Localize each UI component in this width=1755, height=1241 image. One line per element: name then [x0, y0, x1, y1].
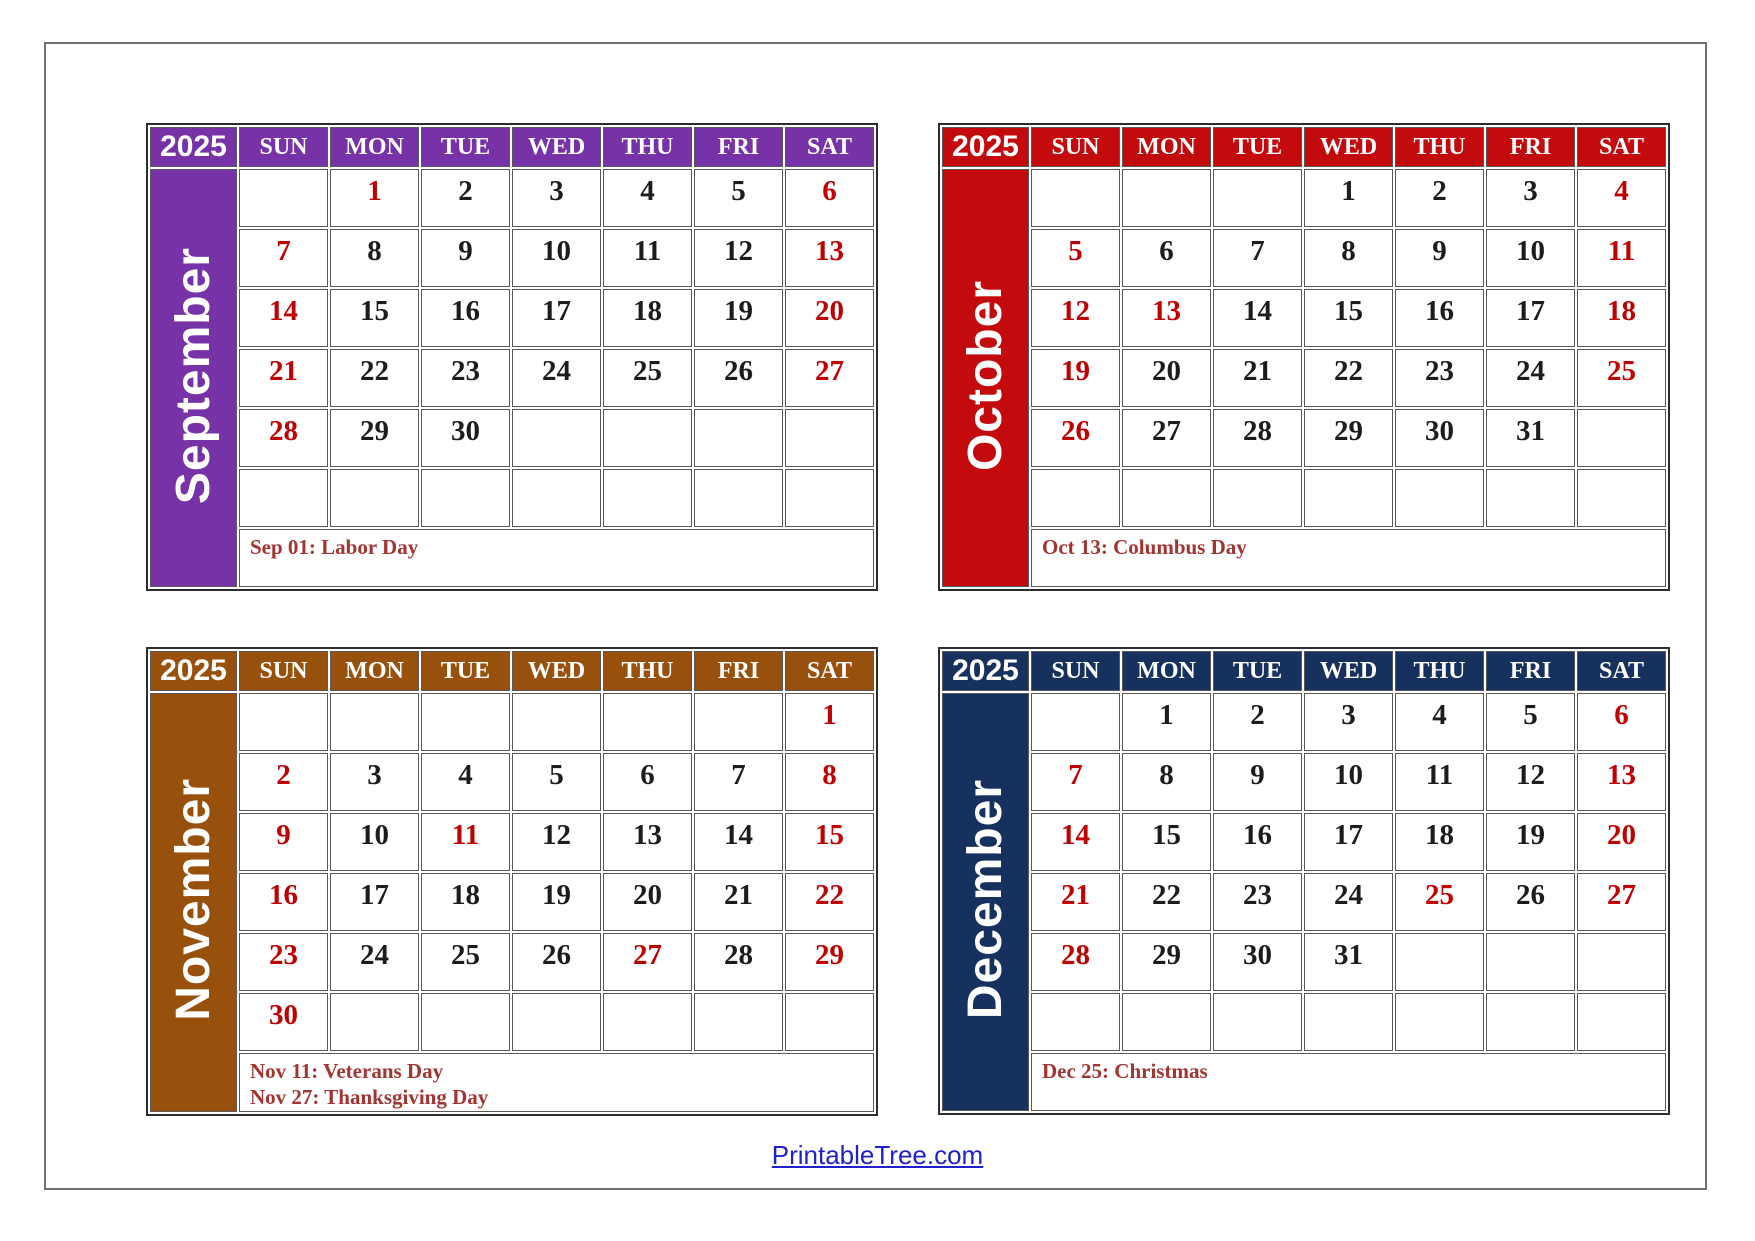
empty-day-cell: [603, 409, 692, 467]
month-name-vertical: October: [959, 279, 1012, 472]
day-cell: 20: [785, 289, 874, 347]
empty-day-cell: [1031, 993, 1120, 1051]
calendar-december: [938, 647, 1670, 1115]
day-cell: 2: [1395, 169, 1484, 227]
day-cell: 27: [1577, 873, 1666, 931]
empty-day-cell: [1486, 993, 1575, 1051]
day-cell: 29: [785, 933, 874, 991]
holiday-note: Sep 01: Labor Day: [250, 535, 419, 559]
day-cell: 12: [1031, 289, 1120, 347]
weekday-header-mon: MON: [330, 651, 419, 691]
calendar-september: [146, 123, 878, 591]
weekday-header-sun: SUN: [239, 651, 328, 691]
day-cell: 22: [1122, 873, 1211, 931]
weekday-header-fri: FRI: [694, 651, 783, 691]
day-cell: 8: [1122, 753, 1211, 811]
day-cell: 15: [330, 289, 419, 347]
day-cell: 9: [239, 813, 328, 871]
empty-day-cell: [1213, 469, 1302, 527]
day-cell: 8: [330, 229, 419, 287]
day-cell: 13: [603, 813, 692, 871]
day-cell: 3: [512, 169, 601, 227]
empty-day-cell: [1395, 469, 1484, 527]
day-cell: 5: [1031, 229, 1120, 287]
empty-day-cell: [330, 693, 419, 751]
day-cell: 14: [1031, 813, 1120, 871]
empty-day-cell: [239, 169, 328, 227]
year-label: 2025: [150, 651, 237, 691]
day-cell: 25: [1395, 873, 1484, 931]
month-table: [148, 125, 876, 589]
day-cell: 23: [1213, 873, 1302, 931]
day-cell: 6: [785, 169, 874, 227]
day-cell: 7: [1213, 229, 1302, 287]
day-cell: 1: [785, 693, 874, 751]
day-cell: 30: [1395, 409, 1484, 467]
day-cell: 1: [330, 169, 419, 227]
empty-day-cell: [694, 993, 783, 1051]
day-cell: 23: [1395, 349, 1484, 407]
empty-day-cell: [694, 469, 783, 527]
day-cell: 27: [785, 349, 874, 407]
day-cell: 18: [1395, 813, 1484, 871]
day-cell: 17: [1304, 813, 1393, 871]
calendar-october: [938, 123, 1670, 591]
day-cell: 23: [421, 349, 510, 407]
holiday-notes: [1031, 1053, 1666, 1111]
day-cell: 22: [785, 873, 874, 931]
day-cell: 4: [1395, 693, 1484, 751]
day-cell: 24: [512, 349, 601, 407]
holiday-notes: [1031, 529, 1666, 587]
weekday-header-mon: MON: [1122, 651, 1211, 691]
weekday-header-wed: WED: [1304, 651, 1393, 691]
weekday-header-wed: WED: [512, 651, 601, 691]
empty-day-cell: [330, 993, 419, 1051]
day-cell: 7: [1031, 753, 1120, 811]
day-cell: 2: [239, 753, 328, 811]
empty-day-cell: [1486, 933, 1575, 991]
month-name-vertical: December: [959, 779, 1012, 1020]
day-cell: 26: [1031, 409, 1120, 467]
weekday-header-sun: SUN: [239, 127, 328, 167]
day-cell: 3: [1486, 169, 1575, 227]
empty-day-cell: [1577, 469, 1666, 527]
day-cell: 10: [330, 813, 419, 871]
weekday-header-fri: FRI: [1486, 127, 1575, 167]
weekday-header-mon: MON: [330, 127, 419, 167]
empty-day-cell: [1486, 469, 1575, 527]
day-cell: 20: [603, 873, 692, 931]
day-cell: 8: [785, 753, 874, 811]
holiday-note: Nov 11: Veterans Day: [250, 1059, 444, 1083]
day-cell: 5: [512, 753, 601, 811]
day-cell: 28: [1213, 409, 1302, 467]
empty-day-cell: [785, 469, 874, 527]
day-cell: 16: [1213, 813, 1302, 871]
weekday-header-thu: THU: [603, 127, 692, 167]
day-cell: 26: [694, 349, 783, 407]
weekday-header-thu: THU: [603, 651, 692, 691]
day-cell: 4: [1577, 169, 1666, 227]
day-cell: 11: [1395, 753, 1484, 811]
day-cell: 24: [330, 933, 419, 991]
day-cell: 21: [239, 349, 328, 407]
day-cell: 17: [1486, 289, 1575, 347]
day-cell: 19: [694, 289, 783, 347]
page-footer: [0, 1140, 1755, 1171]
weekday-header-fri: FRI: [694, 127, 783, 167]
day-cell: 26: [1486, 873, 1575, 931]
empty-day-cell: [1122, 993, 1211, 1051]
day-cell: 7: [694, 753, 783, 811]
empty-day-cell: [1577, 993, 1666, 1051]
weekday-header-sun: SUN: [1031, 127, 1120, 167]
day-cell: 22: [1304, 349, 1393, 407]
day-cell: 10: [1304, 753, 1393, 811]
empty-day-cell: [785, 993, 874, 1051]
day-cell: 18: [603, 289, 692, 347]
day-cell: 28: [239, 409, 328, 467]
day-cell: 3: [330, 753, 419, 811]
holiday-note: Nov 27: Thanksgiving Day: [250, 1085, 489, 1110]
day-cell: 1: [1122, 693, 1211, 751]
empty-day-cell: [1577, 933, 1666, 991]
weekday-header-thu: THU: [1395, 127, 1484, 167]
day-cell: 17: [330, 873, 419, 931]
weekday-header-sat: SAT: [785, 651, 874, 691]
weekday-header-sun: SUN: [1031, 651, 1120, 691]
day-cell: 15: [1122, 813, 1211, 871]
day-cell: 31: [1304, 933, 1393, 991]
empty-day-cell: [1031, 693, 1120, 751]
day-cell: 14: [239, 289, 328, 347]
empty-day-cell: [603, 693, 692, 751]
day-cell: 5: [694, 169, 783, 227]
empty-day-cell: [694, 409, 783, 467]
empty-day-cell: [1213, 993, 1302, 1051]
month-table: [940, 649, 1668, 1113]
weekday-header-fri: FRI: [1486, 651, 1575, 691]
day-cell: 29: [1304, 409, 1393, 467]
day-cell: 6: [1122, 229, 1211, 287]
month-sidebar: [150, 169, 237, 587]
day-cell: 28: [1031, 933, 1120, 991]
day-cell: 12: [512, 813, 601, 871]
empty-day-cell: [1304, 993, 1393, 1051]
day-cell: 30: [239, 993, 328, 1051]
empty-day-cell: [421, 469, 510, 527]
holiday-note: Oct 13: Columbus Day: [1042, 535, 1247, 559]
day-cell: 15: [1304, 289, 1393, 347]
weekday-header-sat: SAT: [785, 127, 874, 167]
day-cell: 2: [421, 169, 510, 227]
weekday-header-mon: MON: [1122, 127, 1211, 167]
year-label: 2025: [942, 127, 1029, 167]
weekday-header-wed: WED: [512, 127, 601, 167]
day-cell: 24: [1304, 873, 1393, 931]
day-cell: 1: [1304, 169, 1393, 227]
day-cell: 2: [1213, 693, 1302, 751]
empty-day-cell: [239, 693, 328, 751]
empty-day-cell: [512, 409, 601, 467]
day-cell: 20: [1577, 813, 1666, 871]
empty-day-cell: [785, 409, 874, 467]
year-label: 2025: [942, 651, 1029, 691]
empty-day-cell: [603, 469, 692, 527]
day-cell: 16: [239, 873, 328, 931]
day-cell: 9: [1395, 229, 1484, 287]
day-cell: 19: [1486, 813, 1575, 871]
day-cell: 14: [694, 813, 783, 871]
day-cell: 19: [1031, 349, 1120, 407]
month-sidebar: [150, 693, 237, 1112]
day-cell: 13: [1122, 289, 1211, 347]
day-cell: 4: [421, 753, 510, 811]
day-cell: 4: [603, 169, 692, 227]
day-cell: 10: [512, 229, 601, 287]
day-cell: 3: [1304, 693, 1393, 751]
day-cell: 8: [1304, 229, 1393, 287]
empty-day-cell: [603, 993, 692, 1051]
empty-day-cell: [1395, 933, 1484, 991]
empty-day-cell: [694, 693, 783, 751]
month-table: [148, 649, 876, 1114]
empty-day-cell: [1122, 469, 1211, 527]
empty-day-cell: [1395, 993, 1484, 1051]
day-cell: 12: [694, 229, 783, 287]
day-cell: 29: [1122, 933, 1211, 991]
footer-link[interactable]: PrintableTree.com: [771, 1140, 984, 1170]
weekday-header-wed: WED: [1304, 127, 1393, 167]
day-cell: 5: [1486, 693, 1575, 751]
empty-day-cell: [421, 993, 510, 1051]
day-cell: 6: [1577, 693, 1666, 751]
day-cell: 27: [603, 933, 692, 991]
day-cell: 18: [1577, 289, 1666, 347]
day-cell: 17: [512, 289, 601, 347]
day-cell: 16: [421, 289, 510, 347]
holiday-notes: [239, 529, 874, 587]
day-cell: 21: [1213, 349, 1302, 407]
weekday-header-tue: TUE: [421, 127, 510, 167]
day-cell: 25: [603, 349, 692, 407]
holiday-note: Dec 25: Christmas: [1042, 1059, 1208, 1083]
day-cell: 29: [330, 409, 419, 467]
day-cell: 11: [421, 813, 510, 871]
empty-day-cell: [512, 993, 601, 1051]
empty-day-cell: [1031, 469, 1120, 527]
weekday-header-tue: TUE: [421, 651, 510, 691]
day-cell: 28: [694, 933, 783, 991]
empty-day-cell: [1577, 409, 1666, 467]
empty-day-cell: [1304, 469, 1393, 527]
day-cell: 22: [330, 349, 419, 407]
day-cell: 30: [1213, 933, 1302, 991]
day-cell: 14: [1213, 289, 1302, 347]
empty-day-cell: [512, 469, 601, 527]
day-cell: 21: [1031, 873, 1120, 931]
weekday-header-tue: TUE: [1213, 651, 1302, 691]
month-name-vertical: November: [167, 778, 220, 1022]
empty-day-cell: [239, 469, 328, 527]
weekday-header-sat: SAT: [1577, 651, 1666, 691]
day-cell: 6: [603, 753, 692, 811]
day-cell: 20: [1122, 349, 1211, 407]
day-cell: 24: [1486, 349, 1575, 407]
day-cell: 13: [1577, 753, 1666, 811]
weekday-header-tue: TUE: [1213, 127, 1302, 167]
weekday-header-sat: SAT: [1577, 127, 1666, 167]
day-cell: 25: [1577, 349, 1666, 407]
day-cell: 27: [1122, 409, 1211, 467]
day-cell: 10: [1486, 229, 1575, 287]
empty-day-cell: [512, 693, 601, 751]
day-cell: 12: [1486, 753, 1575, 811]
day-cell: 26: [512, 933, 601, 991]
year-label: 2025: [150, 127, 237, 167]
day-cell: 15: [785, 813, 874, 871]
holiday-notes: [239, 1053, 874, 1112]
empty-day-cell: [330, 469, 419, 527]
day-cell: 31: [1486, 409, 1575, 467]
month-sidebar: [942, 169, 1029, 587]
empty-day-cell: [1122, 169, 1211, 227]
day-cell: 19: [512, 873, 601, 931]
day-cell: 9: [421, 229, 510, 287]
day-cell: 9: [1213, 753, 1302, 811]
day-cell: 11: [1577, 229, 1666, 287]
empty-day-cell: [421, 693, 510, 751]
day-cell: 30: [421, 409, 510, 467]
month-table: [940, 125, 1668, 589]
day-cell: 25: [421, 933, 510, 991]
empty-day-cell: [1213, 169, 1302, 227]
day-cell: 11: [603, 229, 692, 287]
month-sidebar: [942, 693, 1029, 1111]
day-cell: 16: [1395, 289, 1484, 347]
day-cell: 21: [694, 873, 783, 931]
day-cell: 13: [785, 229, 874, 287]
empty-day-cell: [1031, 169, 1120, 227]
weekday-header-thu: THU: [1395, 651, 1484, 691]
day-cell: 23: [239, 933, 328, 991]
month-name-vertical: September: [167, 246, 220, 505]
calendar-november: [146, 647, 878, 1116]
day-cell: 7: [239, 229, 328, 287]
day-cell: 18: [421, 873, 510, 931]
